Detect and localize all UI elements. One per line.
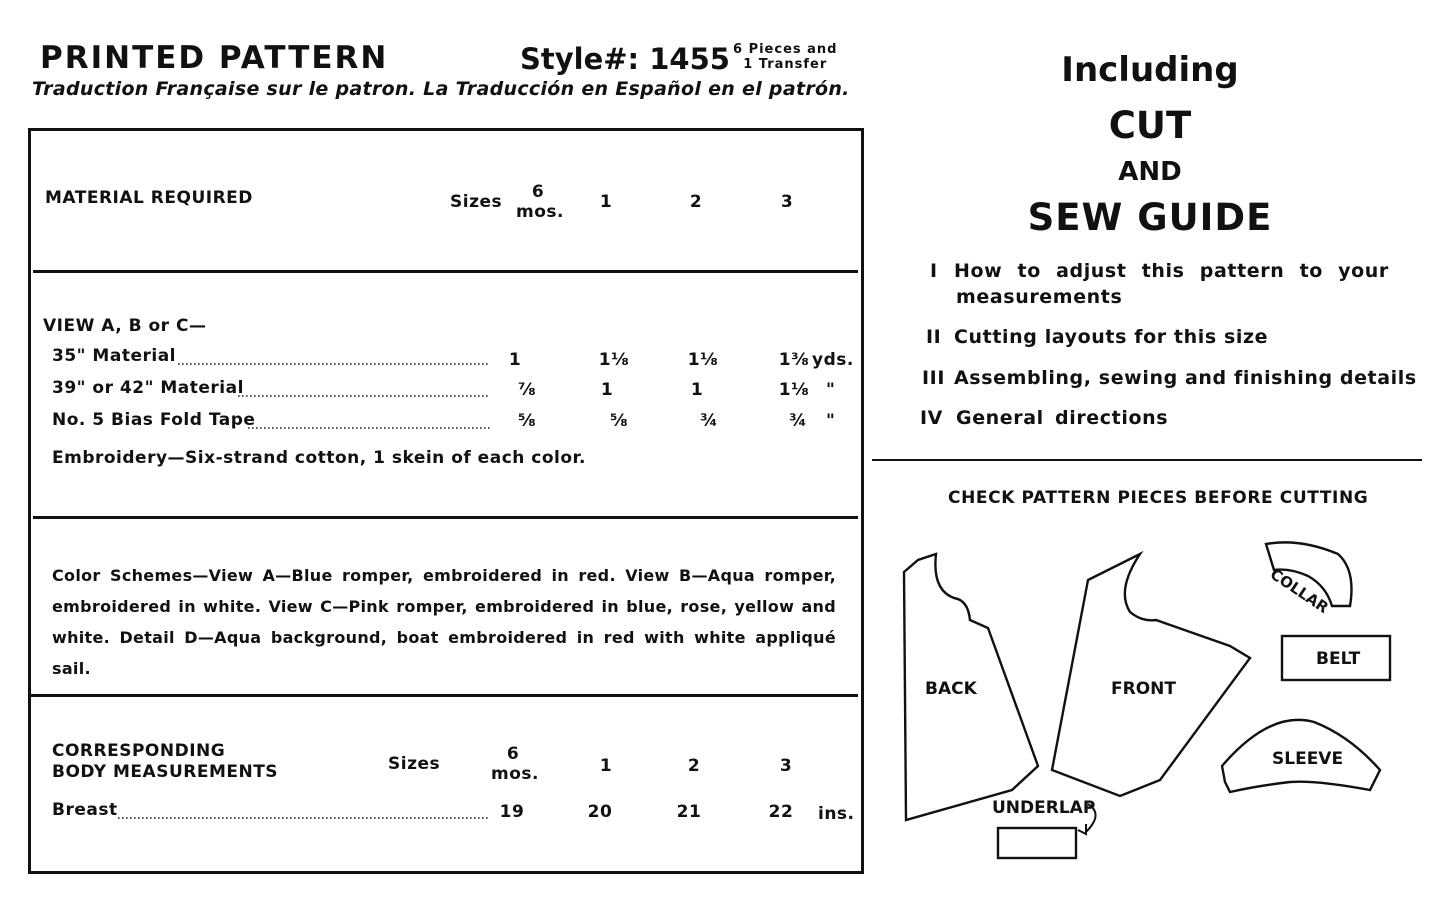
divider [33, 270, 858, 273]
guide-and: AND [1118, 157, 1182, 187]
belt-label: BELT [1316, 649, 1361, 669]
material-unit: " [826, 380, 836, 400]
sizes-label: Sizes [388, 754, 441, 774]
pattern-title: PRINTED PATTERN [40, 40, 389, 76]
pieces-line-2: 1 Transfer [743, 57, 828, 72]
guide-item-text-cont: measurements [956, 286, 1123, 308]
front-label: FRONT [1111, 679, 1176, 699]
breast-label: Breast [52, 800, 118, 820]
underlap-piece-shape [998, 828, 1076, 858]
size-mos: mos. [491, 764, 539, 784]
breast-value: 20 [587, 802, 613, 822]
body-measurements-heading [52, 741, 278, 783]
guide-item-num: I [930, 260, 938, 282]
guide-item-text: General directions [956, 407, 1169, 429]
size-col-6mos [491, 744, 539, 784]
sleeve-label: SLEEVE [1272, 749, 1344, 769]
material-value: ⅞ [517, 380, 537, 400]
material-value: 1⅜ [778, 350, 810, 370]
size-col-1: 1 [599, 756, 613, 776]
pieces-count [733, 42, 838, 72]
guide-including: Including [1061, 50, 1239, 90]
material-unit: yds. [812, 350, 854, 370]
material-unit: " [826, 411, 836, 431]
color-schemes-text: Color Schemes—View A—Blue romper, embroidered in red. View B—Aqua romper, embroidered in white. View C—Pink romper, embroidered in blue, rose, yellow and white. Detail D—Aqua background, boat embroidered in red with white appliqué sail. [52, 566, 836, 678]
material-value: ⅝ [609, 411, 629, 431]
guide-cut: CUT [1108, 104, 1192, 147]
size-col-1: 1 [599, 192, 613, 212]
pieces-line-1: 6 Pieces and [733, 42, 838, 57]
material-value: ¾ [699, 411, 719, 431]
breast-value: 19 [499, 802, 525, 822]
size-col-2: 2 [687, 756, 701, 776]
style-number: Style#: 1455 [520, 42, 730, 76]
guide-item-num: III [922, 367, 946, 389]
guide-item-text: Assembling, sewing and finishing details [954, 367, 1417, 389]
breast-value: 22 [768, 802, 794, 822]
divider [33, 516, 858, 519]
material-value: 1⅛ [598, 350, 630, 370]
material-value: 1 [600, 380, 614, 400]
guide-sew-guide: SEW GUIDE [1027, 196, 1273, 239]
size-col-6mos [516, 182, 564, 222]
material-value: ⅝ [517, 411, 537, 431]
size-col-3: 3 [780, 192, 794, 212]
collar-label: COLLAR [1266, 565, 1332, 617]
underlap-label: UNDERLAP [992, 798, 1096, 818]
underlap-arrowhead [1078, 824, 1086, 834]
guide-item-num: II [926, 326, 942, 348]
body-heading-line-2: BODY MEASUREMENTS [52, 762, 279, 782]
body-heading-line-1: CORRESPONDING [52, 741, 226, 761]
size-col-2: 2 [689, 192, 703, 212]
guide-item-text: How to adjust this pattern to your [954, 260, 1389, 282]
guide-item-num: IV [920, 407, 943, 429]
guide-divider [872, 459, 1422, 461]
leader-dots [238, 394, 490, 398]
material-heading: MATERIAL REQUIRED [45, 188, 253, 208]
pattern-pieces-diagram [880, 530, 1420, 870]
material-value: 1⅛ [687, 350, 719, 370]
material-row-label: No. 5 Bias Fold Tape [52, 410, 256, 430]
size-value: 6 [506, 744, 520, 764]
pieces-heading: CHECK PATTERN PIECES BEFORE CUTTING [948, 488, 1369, 508]
guide-item-text: Cutting layouts for this size [954, 326, 1269, 348]
leader-dots [118, 816, 490, 820]
front-piece-shape [1052, 554, 1250, 796]
leader-dots [178, 362, 490, 366]
divider [28, 694, 858, 697]
view-label: VIEW A, B or C— [43, 316, 207, 336]
size-value: 6 [531, 182, 545, 202]
size-col-3: 3 [779, 756, 793, 776]
material-row-label: 35" Material [52, 346, 176, 366]
size-mos: mos. [516, 202, 564, 222]
breast-unit: ins. [818, 804, 855, 824]
material-value: 1⅛ [778, 380, 810, 400]
material-value: ¾ [788, 411, 808, 431]
material-value: 1 [508, 350, 522, 370]
back-label: BACK [925, 679, 977, 699]
embroidery-note: Embroidery—Six-strand cotton, 1 skein of each color. [52, 448, 586, 468]
material-row-label: 39" or 42" Material [52, 378, 244, 398]
leader-dots [248, 426, 490, 430]
material-value: 1 [690, 380, 704, 400]
breast-value: 21 [676, 802, 702, 822]
translation-note: Traduction Française sur le patron. La Traducción en Español en el patrón. [32, 78, 850, 100]
sizes-label: Sizes [450, 192, 503, 212]
